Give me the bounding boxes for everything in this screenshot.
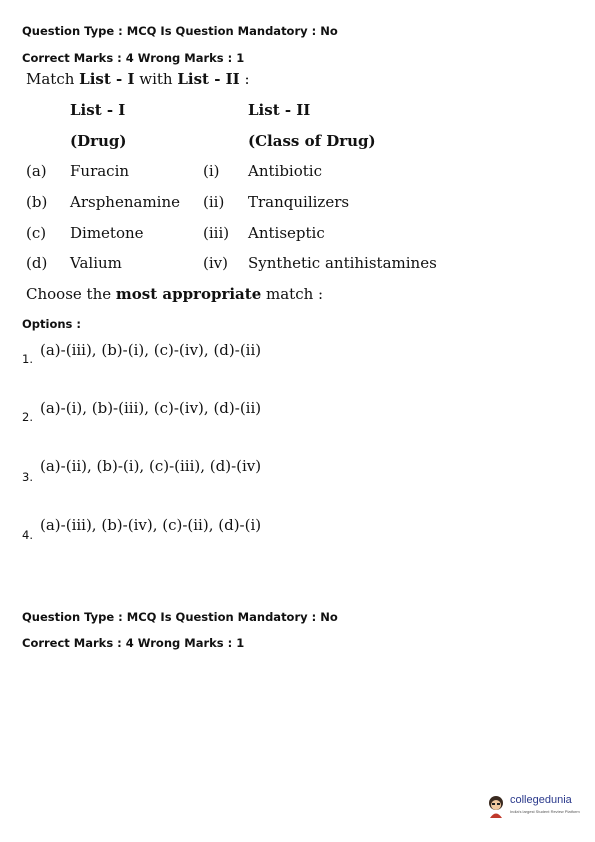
option-number: 1. (22, 352, 33, 366)
options-label: Options : (22, 317, 81, 331)
choose-post: match : (261, 285, 324, 303)
question-intro (26, 70, 250, 88)
row-num: (i) (203, 162, 220, 180)
row-class: Tranquilizers (248, 193, 350, 211)
option-text[interactable]: (a)-(iii), (b)-(i), (c)-(iv), (d)-(ii) (40, 341, 262, 359)
row-key: (c) (26, 224, 47, 242)
match-row (0, 193, 595, 215)
list1-subtitle: (Drug) (70, 132, 127, 150)
match-row (0, 224, 595, 246)
option-text[interactable]: (a)-(ii), (b)-(i), (c)-(iii), (d)-(iv) (40, 457, 262, 475)
logo-wordmark: collegedunia (510, 794, 572, 806)
row-drug: Furacin (70, 162, 130, 180)
list2-title: List - II (248, 101, 311, 119)
row-class: Synthetic antihistamines (248, 254, 437, 272)
row-class: Antibiotic (248, 162, 322, 180)
list1-title: List - I (70, 101, 126, 119)
collegedunia-logo (486, 792, 586, 822)
option-number: 4. (22, 528, 33, 542)
row-class: Antiseptic (248, 224, 325, 242)
intro-pre: Match (26, 70, 80, 88)
option-text[interactable]: (a)-(iii), (b)-(iv), (c)-(ii), (d)-(i) (40, 516, 262, 534)
intro-list2: List - II (177, 70, 240, 88)
row-key: (d) (26, 254, 48, 272)
intro-list1: List - I (79, 70, 135, 88)
match-row (0, 254, 595, 276)
next-marks-line: Correct Marks : 4 Wrong Marks : 1 (22, 636, 245, 650)
next-question-type-line: Question Type : MCQ Is Question Mandatory : No (22, 610, 338, 624)
row-drug: Dimetone (70, 224, 144, 242)
marks-line: Correct Marks : 4 Wrong Marks : 1 (22, 51, 245, 65)
row-num: (iii) (203, 224, 230, 242)
option-number: 3. (22, 470, 33, 484)
intro-mid: with (134, 70, 178, 88)
row-drug: Valium (70, 254, 122, 272)
option-text[interactable]: (a)-(i), (b)-(iii), (c)-(iv), (d)-(ii) (40, 399, 262, 417)
question-type-line: Question Type : MCQ Is Question Mandatory : No (22, 24, 338, 38)
logo-tagline: India's largest Student Review Platform (510, 809, 580, 814)
row-drug: Arsphenamine (70, 193, 181, 211)
intro-post: : (239, 70, 250, 88)
match-row (0, 162, 595, 184)
choose-pre: Choose the (26, 285, 116, 303)
mascot-icon (486, 794, 506, 818)
row-num: (ii) (203, 193, 225, 211)
list2-subtitle: (Class of Drug) (248, 132, 376, 150)
option-number: 2. (22, 410, 33, 424)
choose-instruction (26, 285, 323, 303)
row-key: (a) (26, 162, 47, 180)
choose-bold: most appropriate (115, 285, 262, 303)
row-key: (b) (26, 193, 48, 211)
row-num: (iv) (203, 254, 228, 272)
